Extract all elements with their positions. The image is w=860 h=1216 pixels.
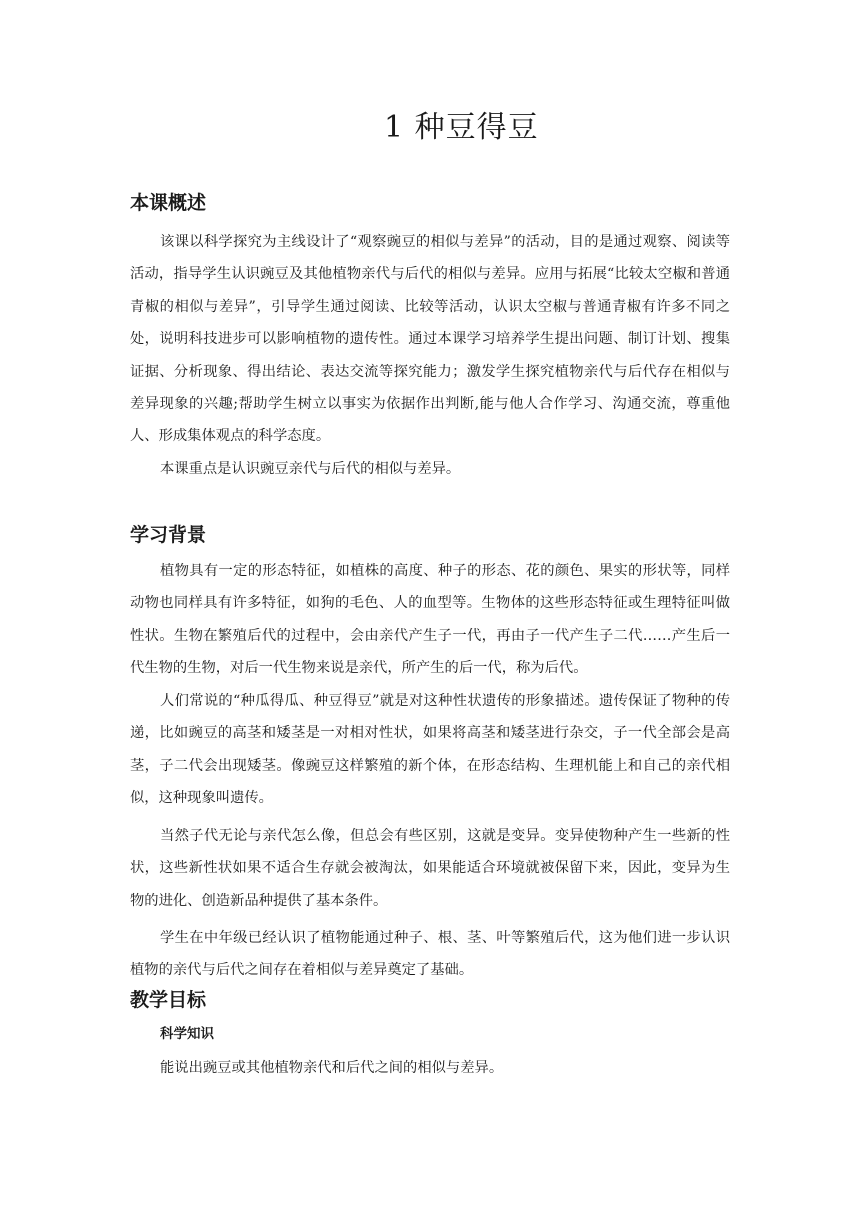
document-title: 1 种豆得豆 (384, 110, 539, 145)
background-paragraph-1: 植物具有一定的形态特征，如植株的高度、种子的形态、花的颜色、果实的形状等，同样动物也同样具有许多特征，如狗的毛色、人的血型等。生物体的这些形态特征或生理特征叫做性状。生物在繁殖后代的过程中，会由亲代产生子一代，再由子一代产生子二代……产生后一代生物的生物，对后一代生物来说是亲代，所产生的后一代，称为后代。 (130, 563, 730, 677)
overview-paragraph-2: 本课重点是认识豌豆亲代与后代的相似与差异。 (160, 461, 461, 477)
section-heading-background: 学习背景 (130, 524, 207, 546)
subheading-science-knowledge: 科学知识 (160, 1026, 214, 1042)
objectives-paragraph-1: 能说出豌豆或其他植物亲代和后代之间的相似与差异。 (160, 1060, 504, 1076)
section-heading-objectives: 教学目标 (130, 989, 207, 1011)
background-paragraph-3: 当然子代无论与亲代怎么像，但总会有些区别，这就是变异。变异使物种产生一些新的性状，这些新性状如果不适合生存就会被淘汰，如果能适合环境就被保留下来，因此，变异为生物的进化、创造新品种提供了基本条件。 (130, 828, 730, 909)
section-heading-overview: 本课概述 (130, 192, 207, 214)
overview-paragraph-1: 该课以科学探究为主线设计了“观察豌豆的相似与差异”的活动，目的是通过观察、阅读等活动，指导学生认识豌豆及其他植物亲代与后代的相似与差异。应用与拓展“比较太空椒和普通青椒的相似与差异”，引导学生通过阅读、比较等活动，认识太空椒与普通青椒有许多不同之处，说明科技进步可以影响植物的遗传性。通过本课学习培养学生提出问题、制订计划、搜集证据、分析现象、得出结论、表达交流等探究能力；激发学生探究植物亲代与后代存在相似与差异现象的兴趣;帮助学生树立以事实为依据作出判断,能与他人合作学习、沟通交流，尊重他人、形成集体观点的科学态度。 (130, 234, 730, 445)
background-paragraph-2: 人们常说的“种瓜得瓜、种豆得豆”就是对这种性状遗传的形象描述。遗传保证了物种的传递，比如豌豆的高茎和矮茎是一对相对性状，如果将高茎和矮茎进行杂交，子一代全部会是高茎，子二代会出现矮茎。像豌豆这样繁殖的新个体，在形态结构、生理机能上和自己的亲代相似，这种现象叫遗传。 (130, 693, 730, 807)
background-paragraph-4: 学生在中年级已经认识了植物能通过种子、根、茎、叶等繁殖后代，这为他们进一步认识植物的亲代与后代之间存在着相似与差异奠定了基础。 (130, 930, 730, 979)
